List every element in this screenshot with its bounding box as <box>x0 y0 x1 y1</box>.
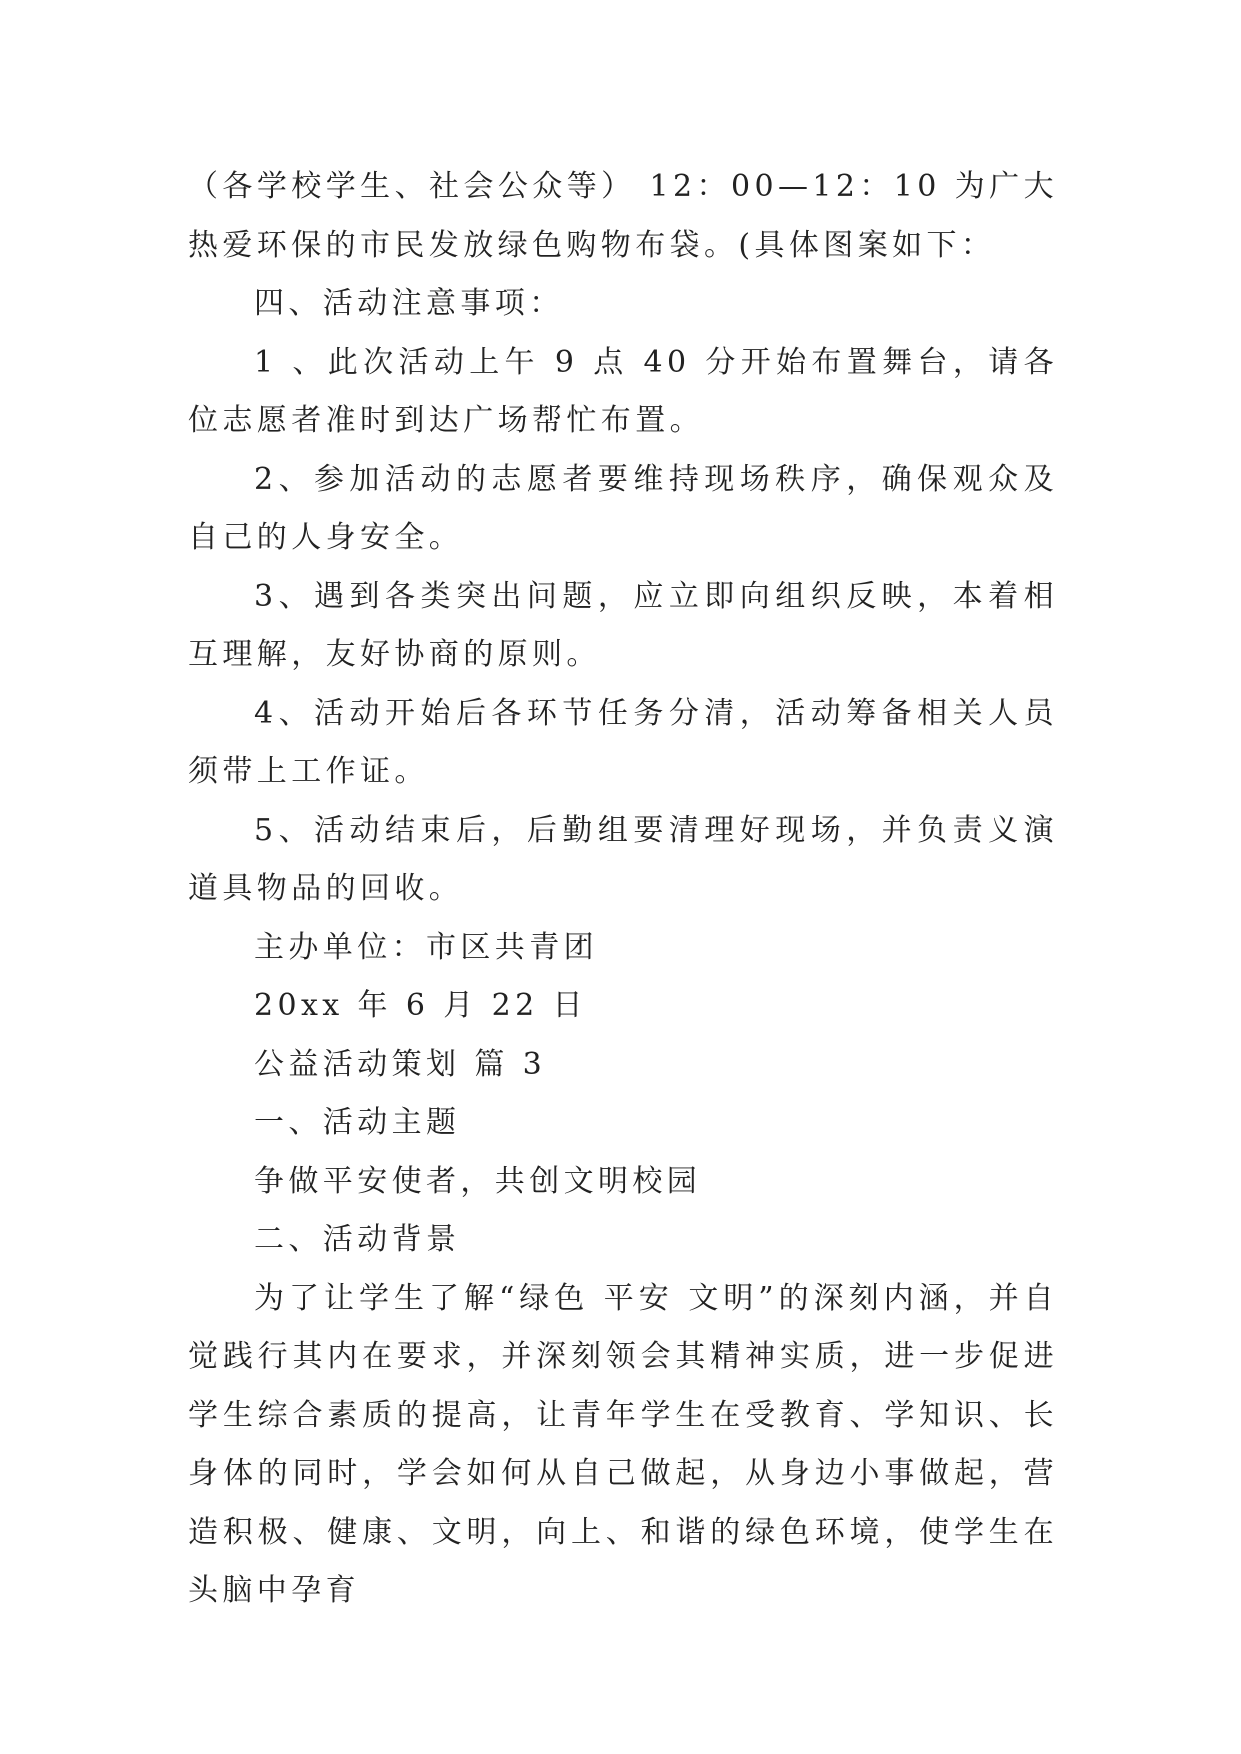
note-item-4: 4、活动开始后各环节任务分清，活动筹备相关人员须带上工作证。 <box>188 695 1058 789</box>
note-item-1: 1 、此次活动上午 9 点 40 分开始布置舞台，请各位志愿者准时到达广场帮忙布置。 <box>188 344 1058 438</box>
organizer-line: 主办单位：市区共青团 <box>254 929 598 965</box>
document-body <box>188 158 1058 1621</box>
note-item-5: 5、活动结束后，后勤组要清理好现场，并负责义演道具物品的回收。 <box>188 812 1058 906</box>
paragraph-distribution-time: （各学校学生、社会公众等） 12：00—12：10 为广大热爱环保的市民发放绿色购物布袋。(具体图案如下： <box>188 169 1058 263</box>
note-item-3: 3、遇到各类突出问题，应立即向组织反映，本着相互理解，友好协商的原则。 <box>188 578 1058 672</box>
date-line: 20xx 年 6 月 22 日 <box>254 988 587 1023</box>
theme-text: 争做平安使者，共创文明校园 <box>254 1163 702 1199</box>
section-title: 公益活动策划 篇 3 <box>254 1046 547 1082</box>
heading-background: 二、活动背景 <box>254 1222 461 1257</box>
heading-theme: 一、活动主题 <box>254 1105 461 1140</box>
heading-notes: 四、活动注意事项： <box>254 286 564 321</box>
note-item-2: 2、参加活动的志愿者要维持现场秩序，确保观众及自己的人身安全。 <box>188 461 1058 555</box>
background-paragraph: 为了让学生了解“绿色 平安 文明”的深刻内涵，并自觉践行其内在要求，并深刻领会其精神实质，进一步促进学生综合素质的提高，让青年学生在受教育、学知识、长身体的同时，学会如何从自己做起，从身边小事做起，营造积极、健康、文明，向上、和谐的绿色环境，使学生在头脑中孕育 <box>188 1280 1058 1608</box>
